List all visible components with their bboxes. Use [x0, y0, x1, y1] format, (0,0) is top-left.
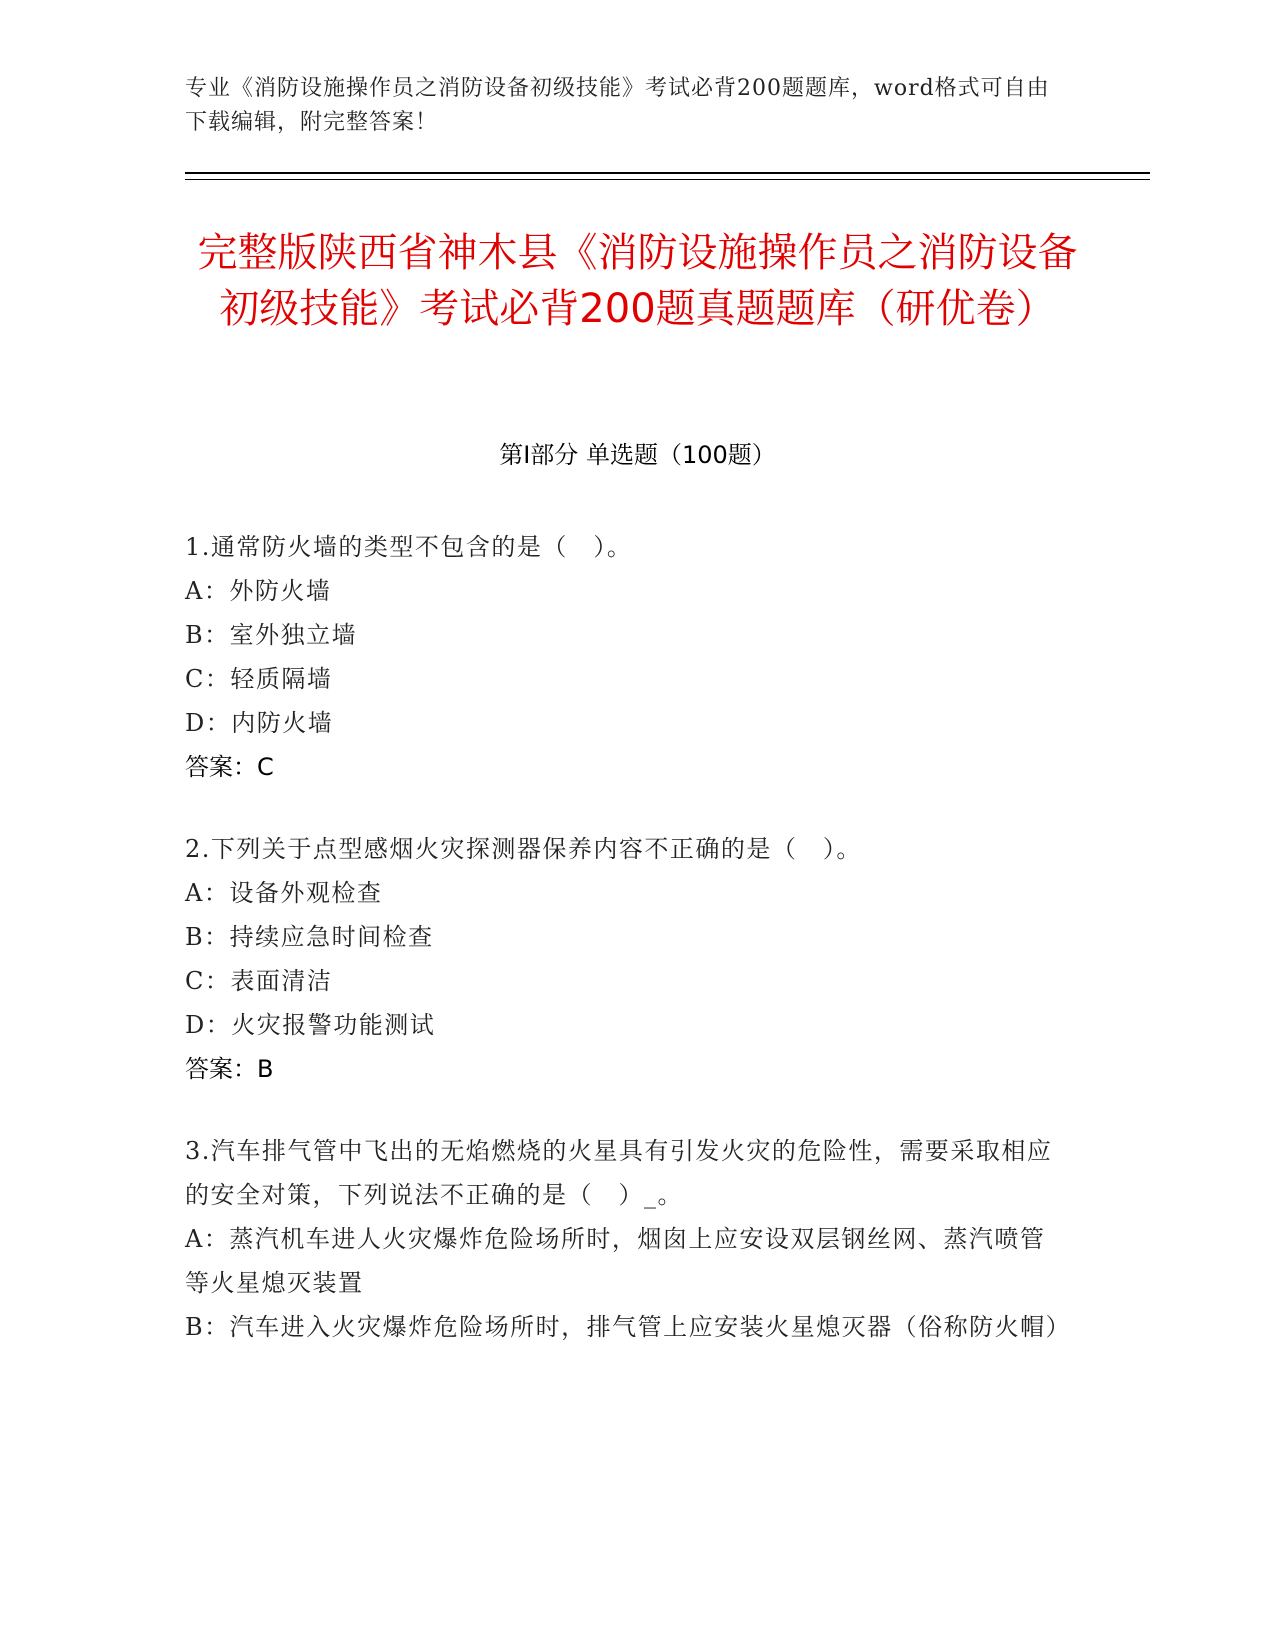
option-d: D：内防火墙 — [185, 709, 334, 737]
option-a: A：蒸汽机车进人火灾爆炸危险场所时，烟囱上应安设双层钢丝网、蒸汽喷管等火星熄灭装置 — [185, 1225, 1046, 1297]
question-3 — [185, 1129, 1072, 1349]
header-divider-thin — [185, 179, 1150, 180]
answer-line: 答案：C — [185, 753, 274, 781]
option-c: C：表面清洁 — [185, 967, 333, 995]
question-2 — [185, 827, 1065, 1091]
answer-line: 答案：B — [185, 1055, 274, 1083]
question-1 — [185, 525, 1065, 789]
option-a: A：外防火墙 — [185, 577, 332, 605]
option-a: A：设备外观检查 — [185, 879, 383, 907]
question-text: 3.汽车排气管中飞出的无焰燃烧的火星具有引发火灾的危险性，需要采取相应的安全对策，下列说法不正确的是（ ）_。 — [185, 1137, 1053, 1209]
intro-text: 专业《消防设施操作员之消防设备初级技能》考试必背200题题库，word格式可自由下载编辑，附完整答案！ — [185, 76, 1050, 135]
section-heading: 第Ⅰ部分 单选题（100题） — [499, 441, 776, 469]
question-list — [185, 525, 1072, 1387]
option-b: B：持续应急时间检查 — [185, 923, 434, 951]
option-b: B：汽车进入火灾爆炸危险场所时，排气管上应安装火星熄灭器（俗称防火帽） — [185, 1313, 1072, 1341]
question-text: 2.下列关于点型感烟火灾探测器保养内容不正确的是（ ）。 — [185, 835, 862, 863]
option-b: B：室外独立墙 — [185, 621, 358, 649]
option-c: C：轻质隔墙 — [185, 665, 333, 693]
document-title: 完整版陕西省神木县《消防设施操作员之消防设备初级技能》考试必背200题真题题库（研优卷） — [197, 230, 1078, 332]
header-divider-thick — [185, 172, 1150, 174]
question-text: 1.通常防火墙的类型不包含的是（ ）。 — [185, 533, 633, 561]
option-d: D：火灾报警功能测试 — [185, 1011, 436, 1039]
